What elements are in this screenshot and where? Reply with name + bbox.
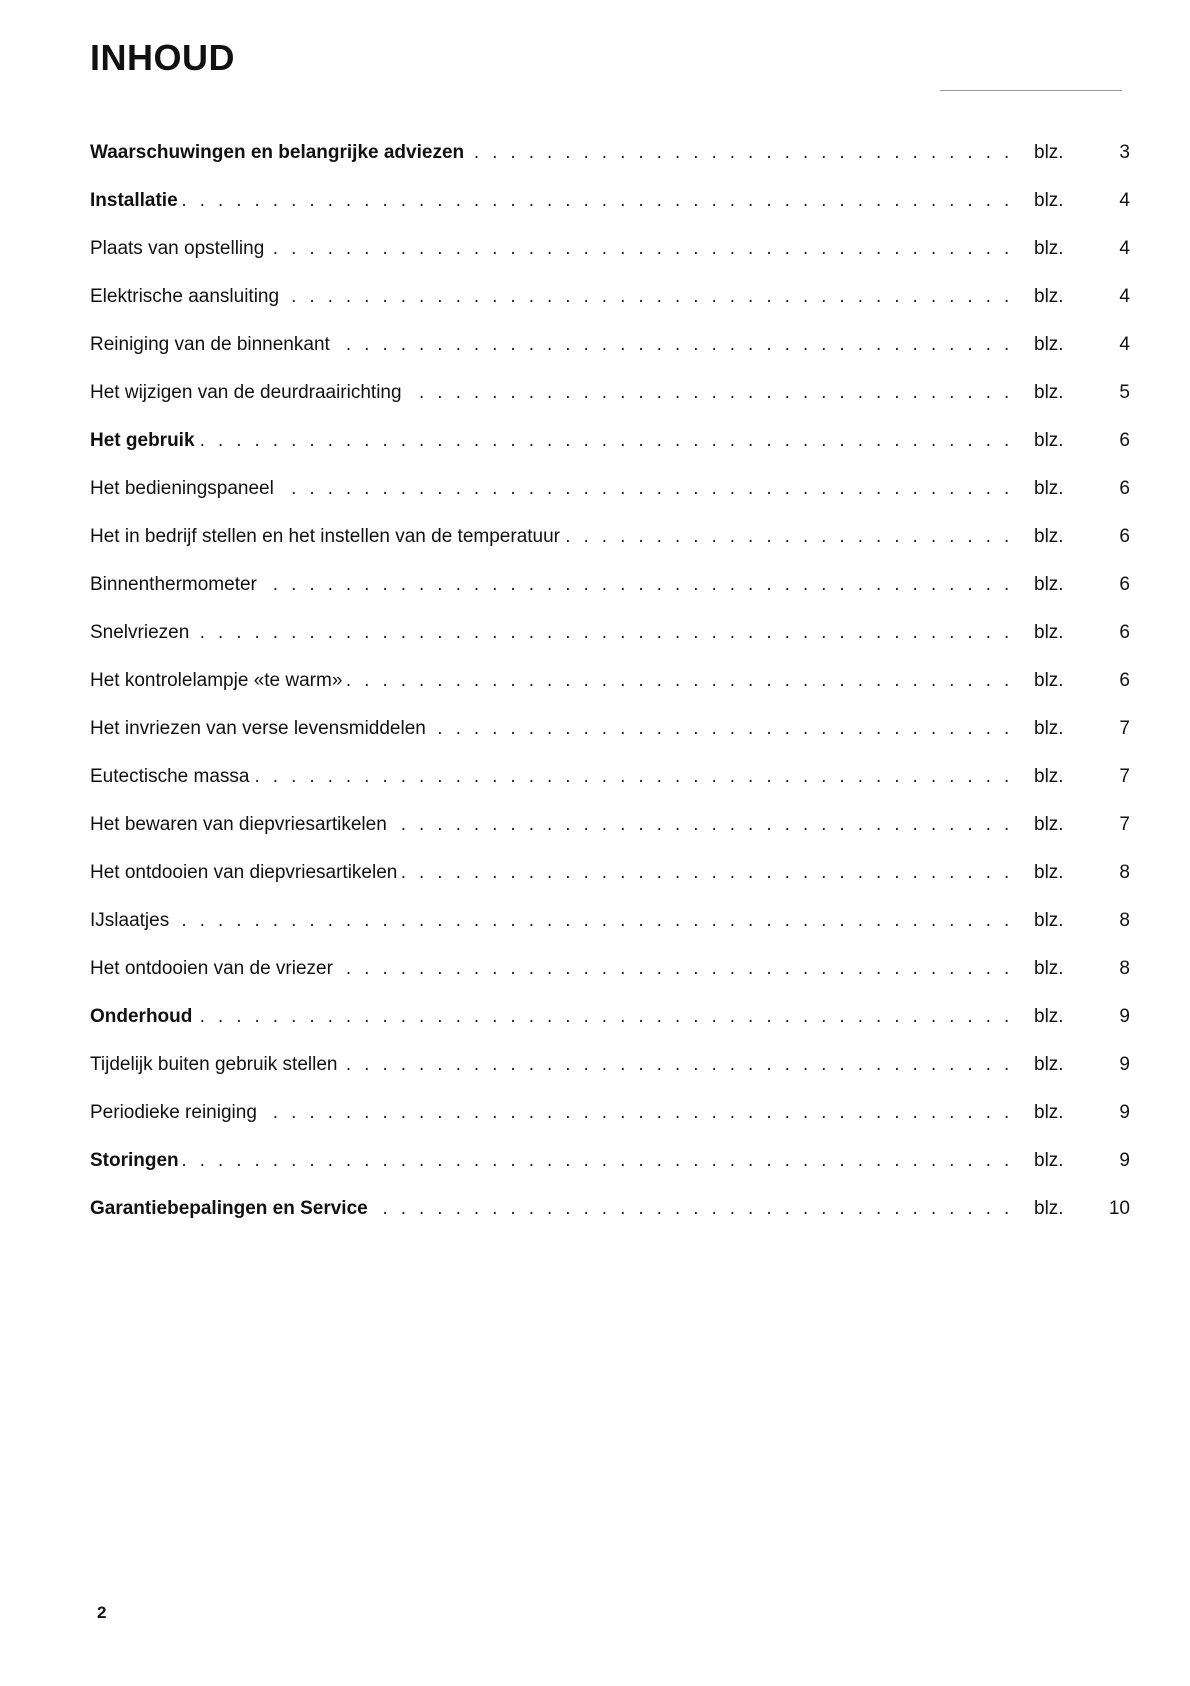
toc-entry (90, 955, 1130, 1003)
toc-entry (90, 667, 1130, 715)
toc-entry-page-number: 6 (1119, 478, 1130, 499)
toc-entry-title: Reiniging van de binnenkant (90, 331, 334, 359)
toc-entry-page-number: 6 (1119, 430, 1130, 451)
toc-entry-page-label: blz. (1034, 1198, 1064, 1219)
toc-entry-page-label: blz. (1034, 958, 1064, 979)
toc-entry-page-label: blz. (1034, 526, 1064, 547)
toc-entry-title: Eutectische massa (90, 763, 253, 791)
page-number: 2 (97, 1603, 107, 1622)
toc-entry-page-label: blz. (1034, 718, 1064, 739)
toc-entry-page-label: blz. (1034, 142, 1064, 163)
toc-entry (90, 1195, 1130, 1243)
toc-entry-page-number: 8 (1119, 958, 1130, 979)
dot-leader (90, 187, 1020, 215)
toc-entry-title: Storingen (90, 1147, 183, 1175)
toc-entry-page-label: blz. (1034, 1150, 1064, 1171)
toc-entry (90, 283, 1130, 331)
toc-entry (90, 331, 1130, 379)
toc-entry-page-label: blz. (1034, 334, 1064, 355)
toc-entry-page-number: 9 (1119, 1150, 1130, 1171)
toc-entry-page-number: 7 (1119, 766, 1130, 787)
toc-entry-page-label: blz. (1034, 910, 1064, 931)
toc-entry-page-number: 5 (1119, 382, 1130, 403)
toc-entry-page-label: blz. (1034, 286, 1064, 307)
toc-entry-title: Onderhoud (90, 1003, 196, 1031)
table-of-contents (90, 139, 1130, 1243)
toc-entry-title: Het ontdooien van diepvriesartikelen (90, 859, 401, 887)
toc-entry-page-number: 4 (1119, 286, 1130, 307)
toc-entry-page-number: 8 (1119, 862, 1130, 883)
toc-entry-page-number: 7 (1119, 814, 1130, 835)
toc-entry-page-number: 6 (1119, 622, 1130, 643)
toc-entry-page-number: 9 (1119, 1102, 1130, 1123)
toc-entry-title: Het wijzigen van de deurdraairichting (90, 379, 406, 407)
dot-leader (90, 427, 1020, 455)
dot-leader (90, 1003, 1020, 1031)
toc-entry-title: Installatie (90, 187, 182, 215)
toc-entry (90, 187, 1130, 235)
toc-entry-page-label: blz. (1034, 238, 1064, 259)
toc-entry (90, 1051, 1130, 1099)
toc-entry (90, 907, 1130, 955)
toc-entry-page-label: blz. (1034, 1054, 1064, 1075)
toc-entry (90, 763, 1130, 811)
toc-entry-page-label: blz. (1034, 862, 1064, 883)
toc-entry-title: Waarschuwingen en belangrijke adviezen (90, 139, 468, 167)
toc-entry-title: Het gebruik (90, 427, 199, 455)
toc-entry (90, 523, 1130, 571)
toc-entry (90, 1099, 1130, 1147)
toc-entry-page-number: 4 (1119, 190, 1130, 211)
toc-entry (90, 811, 1130, 859)
dot-leader (90, 1147, 1020, 1175)
toc-entry (90, 139, 1130, 187)
toc-entry-page-number: 8 (1119, 910, 1130, 931)
toc-entry-page-number: 6 (1119, 574, 1130, 595)
toc-entry-page-number: 4 (1119, 334, 1130, 355)
toc-entry-page-label: blz. (1034, 670, 1064, 691)
toc-entry-page-number: 3 (1119, 142, 1130, 163)
toc-entry-title: Plaats van opstelling (90, 235, 268, 263)
toc-entry (90, 715, 1130, 763)
toc-entry (90, 571, 1130, 619)
page-title: INHOUD (90, 37, 235, 78)
dot-leader (90, 907, 1020, 935)
toc-entry-page-label: blz. (1034, 814, 1064, 835)
toc-entry-page-label: blz. (1034, 574, 1064, 595)
toc-entry-title: Het bewaren van diepvriesartikelen (90, 811, 391, 839)
toc-entry (90, 235, 1130, 283)
toc-entry-page-label: blz. (1034, 190, 1064, 211)
toc-entry-title: Garantiebepalingen en Service (90, 1195, 372, 1223)
toc-entry-page-label: blz. (1034, 478, 1064, 499)
toc-entry-title: Tijdelijk buiten gebruik stellen (90, 1051, 341, 1079)
toc-entry-page-label: blz. (1034, 1102, 1064, 1123)
toc-entry (90, 379, 1130, 427)
toc-entry-page-label: blz. (1034, 766, 1064, 787)
toc-entry-title: IJslaatjes (90, 907, 173, 935)
toc-entry-page-number: 9 (1119, 1006, 1130, 1027)
dot-leader (90, 619, 1020, 647)
toc-entry (90, 859, 1130, 907)
toc-entry-title: Het kontrolelampje «te warm» (90, 667, 346, 695)
toc-entry-page-label: blz. (1034, 382, 1064, 403)
toc-entry-page-number: 6 (1119, 670, 1130, 691)
toc-entry (90, 475, 1130, 523)
header-rule (940, 90, 1122, 91)
toc-entry-title: Het bedieningspaneel (90, 475, 278, 503)
toc-entry-page-label: blz. (1034, 430, 1064, 451)
toc-entry-title: Het invriezen van verse levensmiddelen (90, 715, 430, 743)
toc-entry-page-label: blz. (1034, 1006, 1064, 1027)
toc-entry-title: Binnenthermometer (90, 571, 261, 599)
toc-entry-page-number: 10 (1108, 1198, 1130, 1219)
toc-entry-title: Periodieke reiniging (90, 1099, 261, 1127)
toc-entry (90, 619, 1130, 667)
toc-entry (90, 427, 1130, 475)
toc-entry-page-number: 7 (1119, 718, 1130, 739)
toc-entry-page-number: 6 (1119, 526, 1130, 547)
toc-entry-title: Het in bedrijf stellen en het instellen van de temperatuur (90, 523, 564, 551)
toc-entry-page-number: 9 (1119, 1054, 1130, 1075)
toc-entry-title: Elektrische aansluiting (90, 283, 283, 311)
toc-entry (90, 1003, 1130, 1051)
toc-entry-title: Snelvriezen (90, 619, 193, 647)
toc-entry-page-number: 4 (1119, 238, 1130, 259)
toc-entry-page-label: blz. (1034, 622, 1064, 643)
toc-entry-title: Het ontdooien van de vriezer (90, 955, 337, 983)
toc-entry (90, 1147, 1130, 1195)
